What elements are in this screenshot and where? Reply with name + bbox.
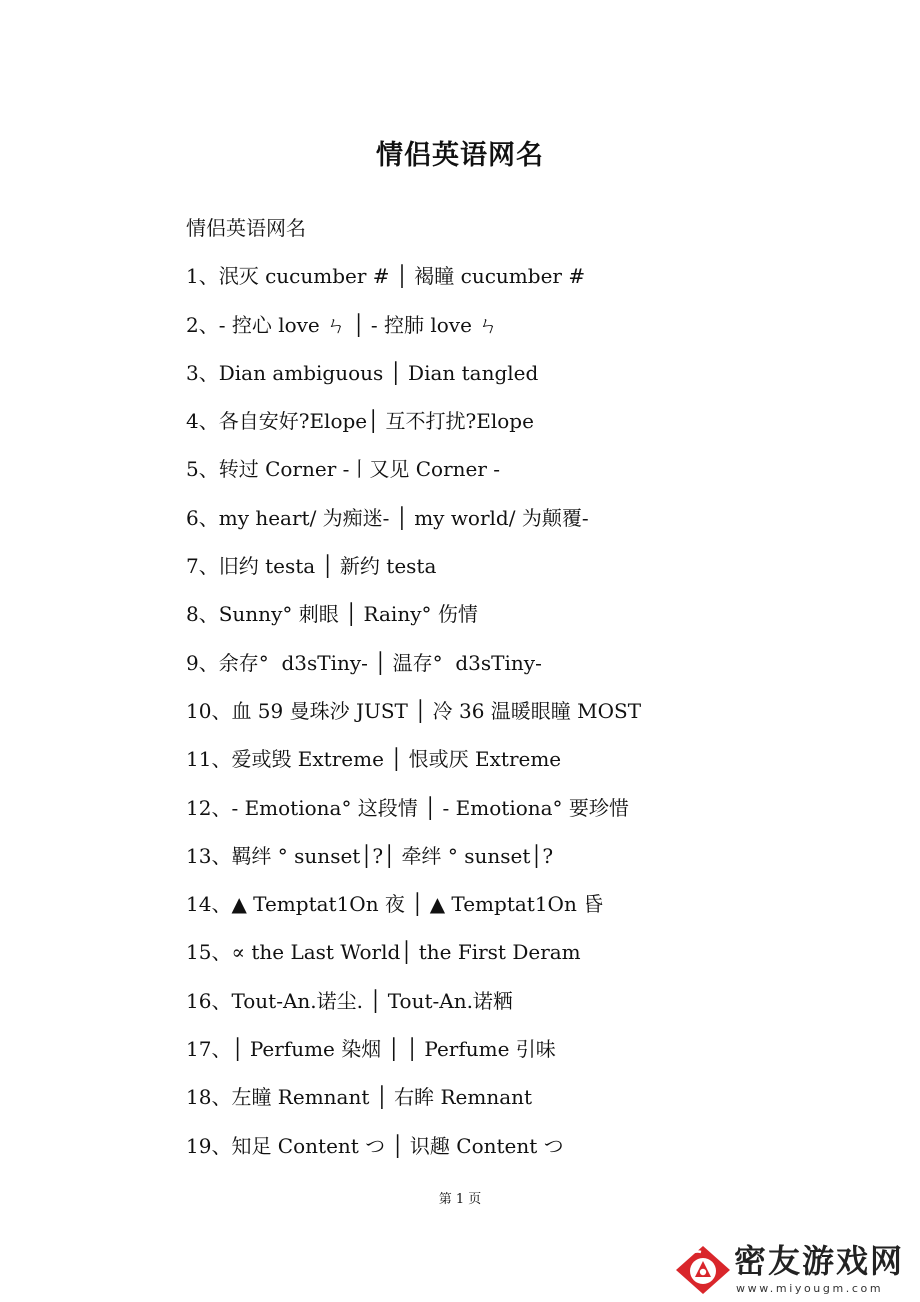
watermark-url[interactable]: www.miyougm.com [736,1282,884,1295]
list-item: 7、旧约 testa │ 新约 testa [186,554,437,579]
game-logo-icon [674,1244,732,1296]
list-item: 9、余存° d3sTiny- │ 温存° d3sTiny- [186,650,542,675]
list-item: 8、Sunny° 刺眼 │ Rainy° 伤情 [186,602,478,627]
list-item: 15、∝ the Last World│ the First Deram [186,940,581,965]
subtitle: 情侣英语网名 [186,216,306,240]
list-item: 12、- Emotiona° 这段情 │ - Emotiona° 要珍惜 [186,795,629,820]
list-item: 2、- 控心 love ㄣ │ - 控肺 love ㄣ [186,312,499,337]
list-item: 6、my heart/ 为痴迷- │ my world/ 为颠覆- [186,505,589,530]
watermark[interactable] [674,1238,914,1298]
list-item: 16、Tout-An.诺尘. │ Tout-An.诺粞 [186,988,513,1013]
list-item: 14、▲ Temptat1On 夜 │ ▲ Temptat1On 昏 [186,892,604,917]
list-item: 17、│ Perfume 染烟 │ │ Perfume 引味 [186,1037,556,1062]
list-item: 18、左瞳 Remnant │ 右眸 Remnant [186,1085,533,1110]
list-item: 1、泯灭 cucumber # │ 褐瞳 cucumber # [186,264,586,289]
list-item: 11、爱或毁 Extreme │ 恨或厌 Extreme [186,747,562,772]
list-item: 10、血 59 曼珠沙 JUST │ 冷 36 温暖眼瞳 MOST [186,698,642,723]
list-item: 4、各自安好?Elope│ 互不打扰?Elope [186,409,534,434]
watermark-site-name: 密友游戏网 [734,1242,905,1280]
document-body [186,204,886,1170]
list-item: 5、转过 Corner -丨又见 Corner - [186,457,501,482]
list-item: 3、Dian ambiguous │ Dian tangled [186,360,539,385]
list-item: 13、羁绊 ° sunset│?│ 牵绊 ° sunset│? [186,843,554,868]
page-number: 第 1 页 [438,1192,482,1207]
page-title: 情侣英语网名 [376,140,544,171]
list-item: 19、知足 Content つ │ 识趣 Content つ [186,1133,564,1158]
